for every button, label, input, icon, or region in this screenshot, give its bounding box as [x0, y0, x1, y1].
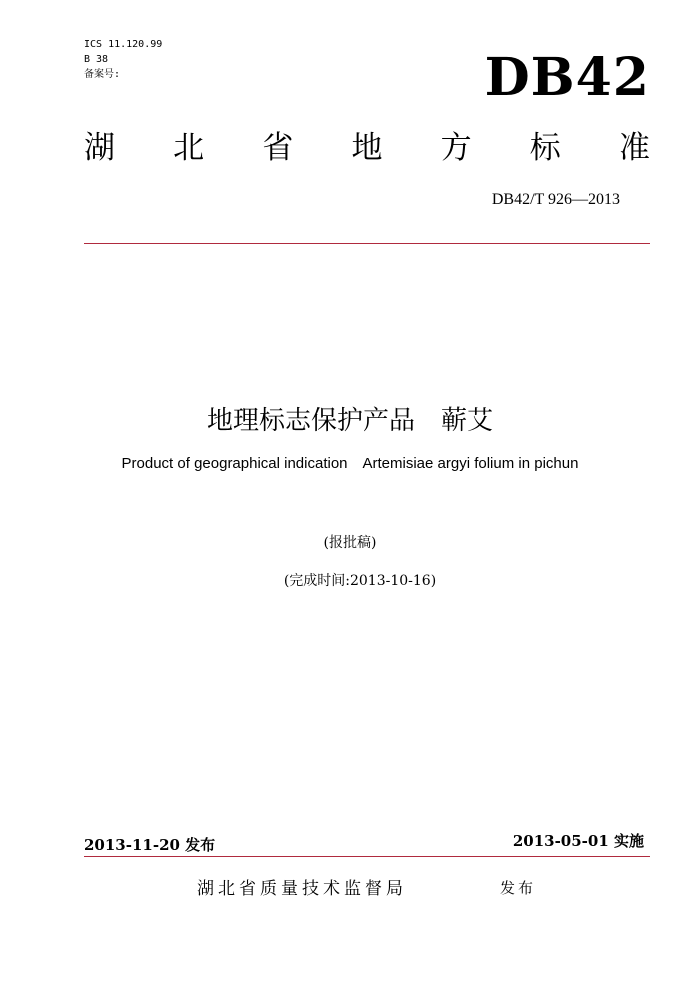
title-char: 湖	[84, 130, 115, 166]
issue-date: 2013-11-20 发布	[84, 836, 216, 854]
title-char: 方	[440, 130, 472, 166]
implementation-date: 2013-05-01 实施	[512, 832, 644, 850]
title-char: 地	[351, 130, 383, 166]
issue-label: 发布	[500, 879, 537, 897]
issuing-authority: 湖北省质量技术监督局	[197, 879, 407, 899]
db-mark-logo: DB42	[484, 47, 650, 108]
title-char: 标	[529, 130, 561, 166]
draft-status: (报批稿)	[323, 535, 377, 551]
title-char: 省	[262, 130, 294, 166]
top-divider	[84, 243, 650, 244]
bottom-divider	[84, 856, 650, 857]
standard-category-title	[84, 128, 650, 168]
ics-code: ICS 11.120.99	[84, 39, 163, 50]
title-char: 北	[173, 130, 205, 166]
document-title-english: Product of geographical indication Artemisiae argyi folium in pichun	[121, 455, 579, 472]
record-number-label: 备案号:	[84, 69, 121, 80]
ccs-code: B 38	[84, 54, 109, 65]
document-title-chinese: 地理标志保护产品 蕲艾	[206, 406, 493, 436]
title-char: 准	[618, 130, 650, 166]
completion-date: (完成时间:2013-10-16)	[283, 573, 437, 589]
standard-number: DB42/T 926—2013	[491, 191, 620, 208]
